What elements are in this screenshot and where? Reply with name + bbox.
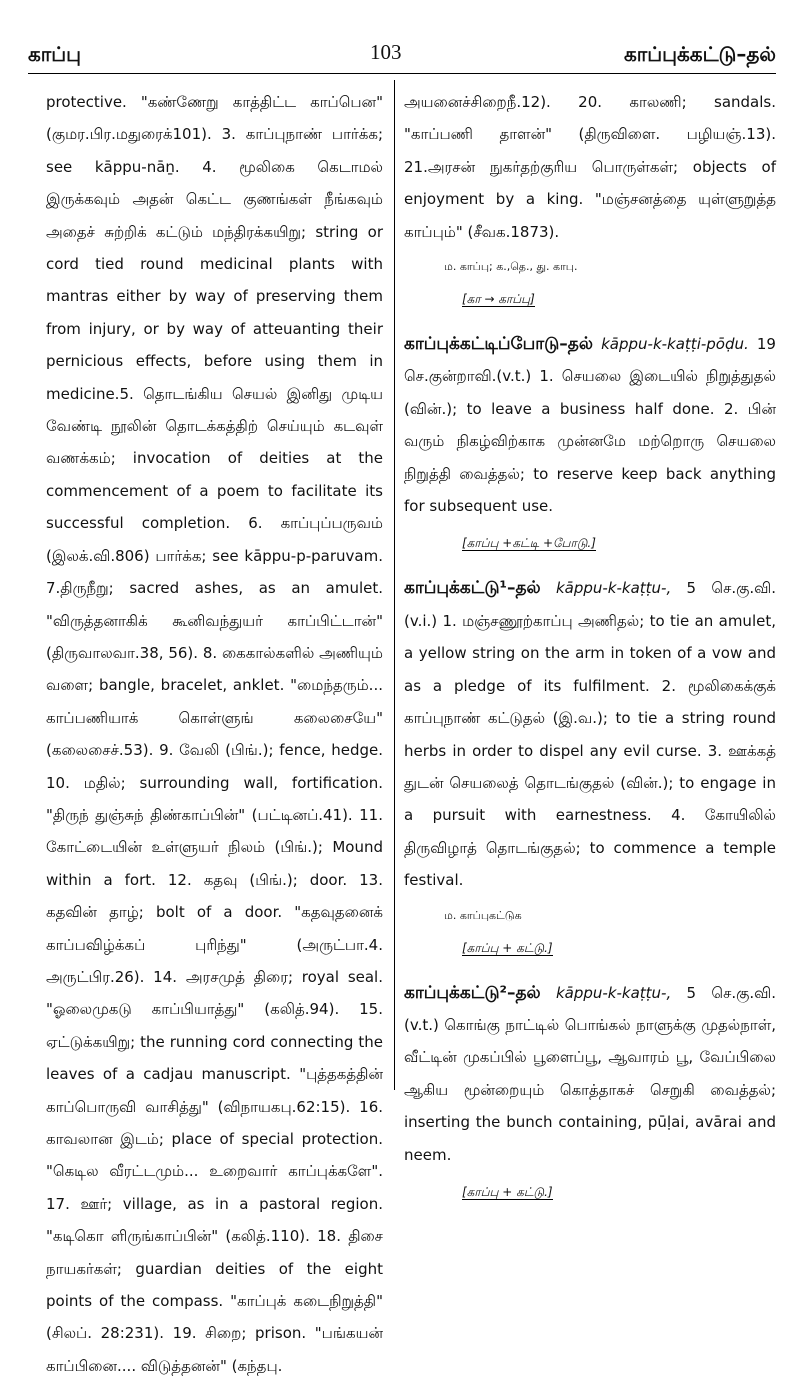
page-header [0,0,800,74]
etymology-note: ம. காப்புகட்டுக [444,908,522,922]
right-column [404,86,776,1203]
transliteration: kāppu-k-kaṭṭu-, [555,579,672,598]
dictionary-entry [404,977,776,1171]
definition: 19 செ.குன்றாவி.(v.t.) 1. செயலை இடையில் நிறுத்துதல் (வின்.); to leave a business half done. 2. பின் வரும் நிகழ்விற்காக முன்னமே மற்றொரு செயலை நிறுத்தி வைத்தல்; to reserve keep back anything for subsequent use. [404,335,776,516]
running-head-right: காப்புக்கட்டு–தல் [624,42,776,66]
page-number: 103 [370,40,402,64]
left-column [46,86,383,1382]
root-note: [காப்பு + கட்டு.] [462,940,553,955]
continued-entry-text: அயனைச்சிறைநீ.12). 20. காலணி; sandals. "காப்பணி தாளன்" (திருவிளை. பழியஞ்.13). 21.அரசன் நுகர்தற்குரிய பொருள்கள்; objects of enjoyment by a king. "மஞ்சனத்தை யுள்ளுறுத்த காப்பும்" (சீவக.1873). [404,93,776,241]
header-rule [28,73,776,74]
root-note: [காப்பு + கட்டு.] [462,1184,553,1199]
headword: காப்புக்கட்டு²–தல் [404,982,541,1003]
entry-continuation-text: protective. "கண்ணேறு காத்திட்ட காப்பென" (குமர.பிர.மதுரைக்101). 3. காப்புநாண் பார்க்க; see kāppu-nāṉ. 4. மூலிகை கெடாமல் இருக்கவும் அதன் கெட்ட குணங்கள் நீங்கவும் அதைச் சுற்றிக் கட்டும் மந்திரக்கயிறு; string or cord tied round medicinal plants with mantras either by way of preserving them from injury, or by way of atteuanting their pernicious effects, before using them in medicine.5. தொடங்கிய செயல் இனிது முடிய வேண்டி நூலின் தொடக்கத்திற் செய்யும் கடவுள் வணக்கம்; invocation of deities at the commencement of a poem to facilitate its successful completion. 6. காப்புப்பருவம் (இலக்.வி.806) பார்க்க; see kāppu-p-paruvam. 7.திருநீறு; sacred ashes, as an amulet. "விருத்தனாகிக் கூனிவந்துயர் காப்பிட்டான்" (திருவாலவா.38, 56). 8. கைகால்களில் அணியும் வளை; bangle, bracelet, anklet. "மைந்தரும்... காப்பணியாக் கொள்ளுங் கலைசையே" (கலைசைச்.53). 9. வேலி (பிங்.); fence, hedge. 10. மதில்; surrounding wall, fortification. "திருந் துஞ்சுந் திண்காப்பின்" (பட்டினப்.41). 11. கோட்டையின் உள்ளுயர் நிலம் (பிங்.); Mound within a fort. 12. கதவு (பிங்.); door. 13. கதவின் தாழ்; bolt of a door. "கதவுதனைக் காப்பவிழ்க்கப் புரிந்து" (அருட்பா.4. அருட்பிர.26). 14. அரசமுத் திரை; royal seal. "ஓலைமுகடு காப்பியாத்து" (கலித்.94). 15. ஏட்டுக்கயிறு; the running cord connecting the leaves of a cadjau manuscript. "புத்தகத்தின் காப்பொருவி வாசித்து" (விநாயகபு.62:15). 16. காவலான இடம்; place of special protection. "கெடில வீரட்டமும்... உறைவார் காப்புக்களே". 17. ஊர்; village, as in a pastoral region. "கடிகொ ளிருங்காப்பின்" (கலித்.110). 18. திசை நாயகர்கள்; guardian deities of the eight points of the compass. "காப்புக் கடைநிறுத்தி" (சிலப். 28:231). 19. சிறை; prison. "பங்கயன் காப்பினை.... விடுத்தனன்" (கந்தபு. [46,93,383,1375]
etymology-note: ம. காப்பு; க.,தெ., து. காபு. [444,260,578,274]
headword: காப்புக்கட்டு¹–தல் [404,578,541,599]
running-head-left: காப்பு [28,42,82,66]
column-divider [394,80,395,1090]
definition: 5 செ.கு.வி. (v.t.) கொங்கு நாட்டில் பொங்கல் நாளுக்கு முதல்நாள், வீட்டின் முகப்பில் பூளைப்பூ, ஆவாரம் பூ, வேப்பிலை ஆகிய மூன்றையும் கொத்தாகச் செறுகி வைத்தல்; inserting the bunch containing, pūḷai, avārai and neem. [404,983,776,1164]
dictionary-entry [404,328,776,522]
dictionary-entry [404,572,776,896]
root-note: [கா → காப்பு] [462,292,535,307]
definition: 5 செ.கு.வி. (v.i.) 1. மஞ்சணூற்காப்பு அணிதல்; to tie an amulet, a yellow string on the arm in token of a vow and as a pledge of its fulfilment. 2. மூலிகைக்குக் காப்புநாண் கட்டுதல் (இ.வ.); to tie a string round herbs in order to dispel any evil curse. 3. ஊக்கத் துடன் செயலைத் தொடங்குதல் (வின்.); to engage in a pursuit with earnestness. 4. கோயிலில் திருவிழாத் தொடங்குதல்; to commence a temple festival. [404,579,776,890]
root-note: [காப்பு +கட்டி +போடு.] [462,536,596,551]
transliteration: kāppu-k-kaṭṭi-pōḍu. [601,335,749,354]
transliteration: kāppu-k-kaṭṭu-, [555,983,672,1002]
headword: காப்புக்கட்டிப்போடு–தல் [404,334,593,355]
